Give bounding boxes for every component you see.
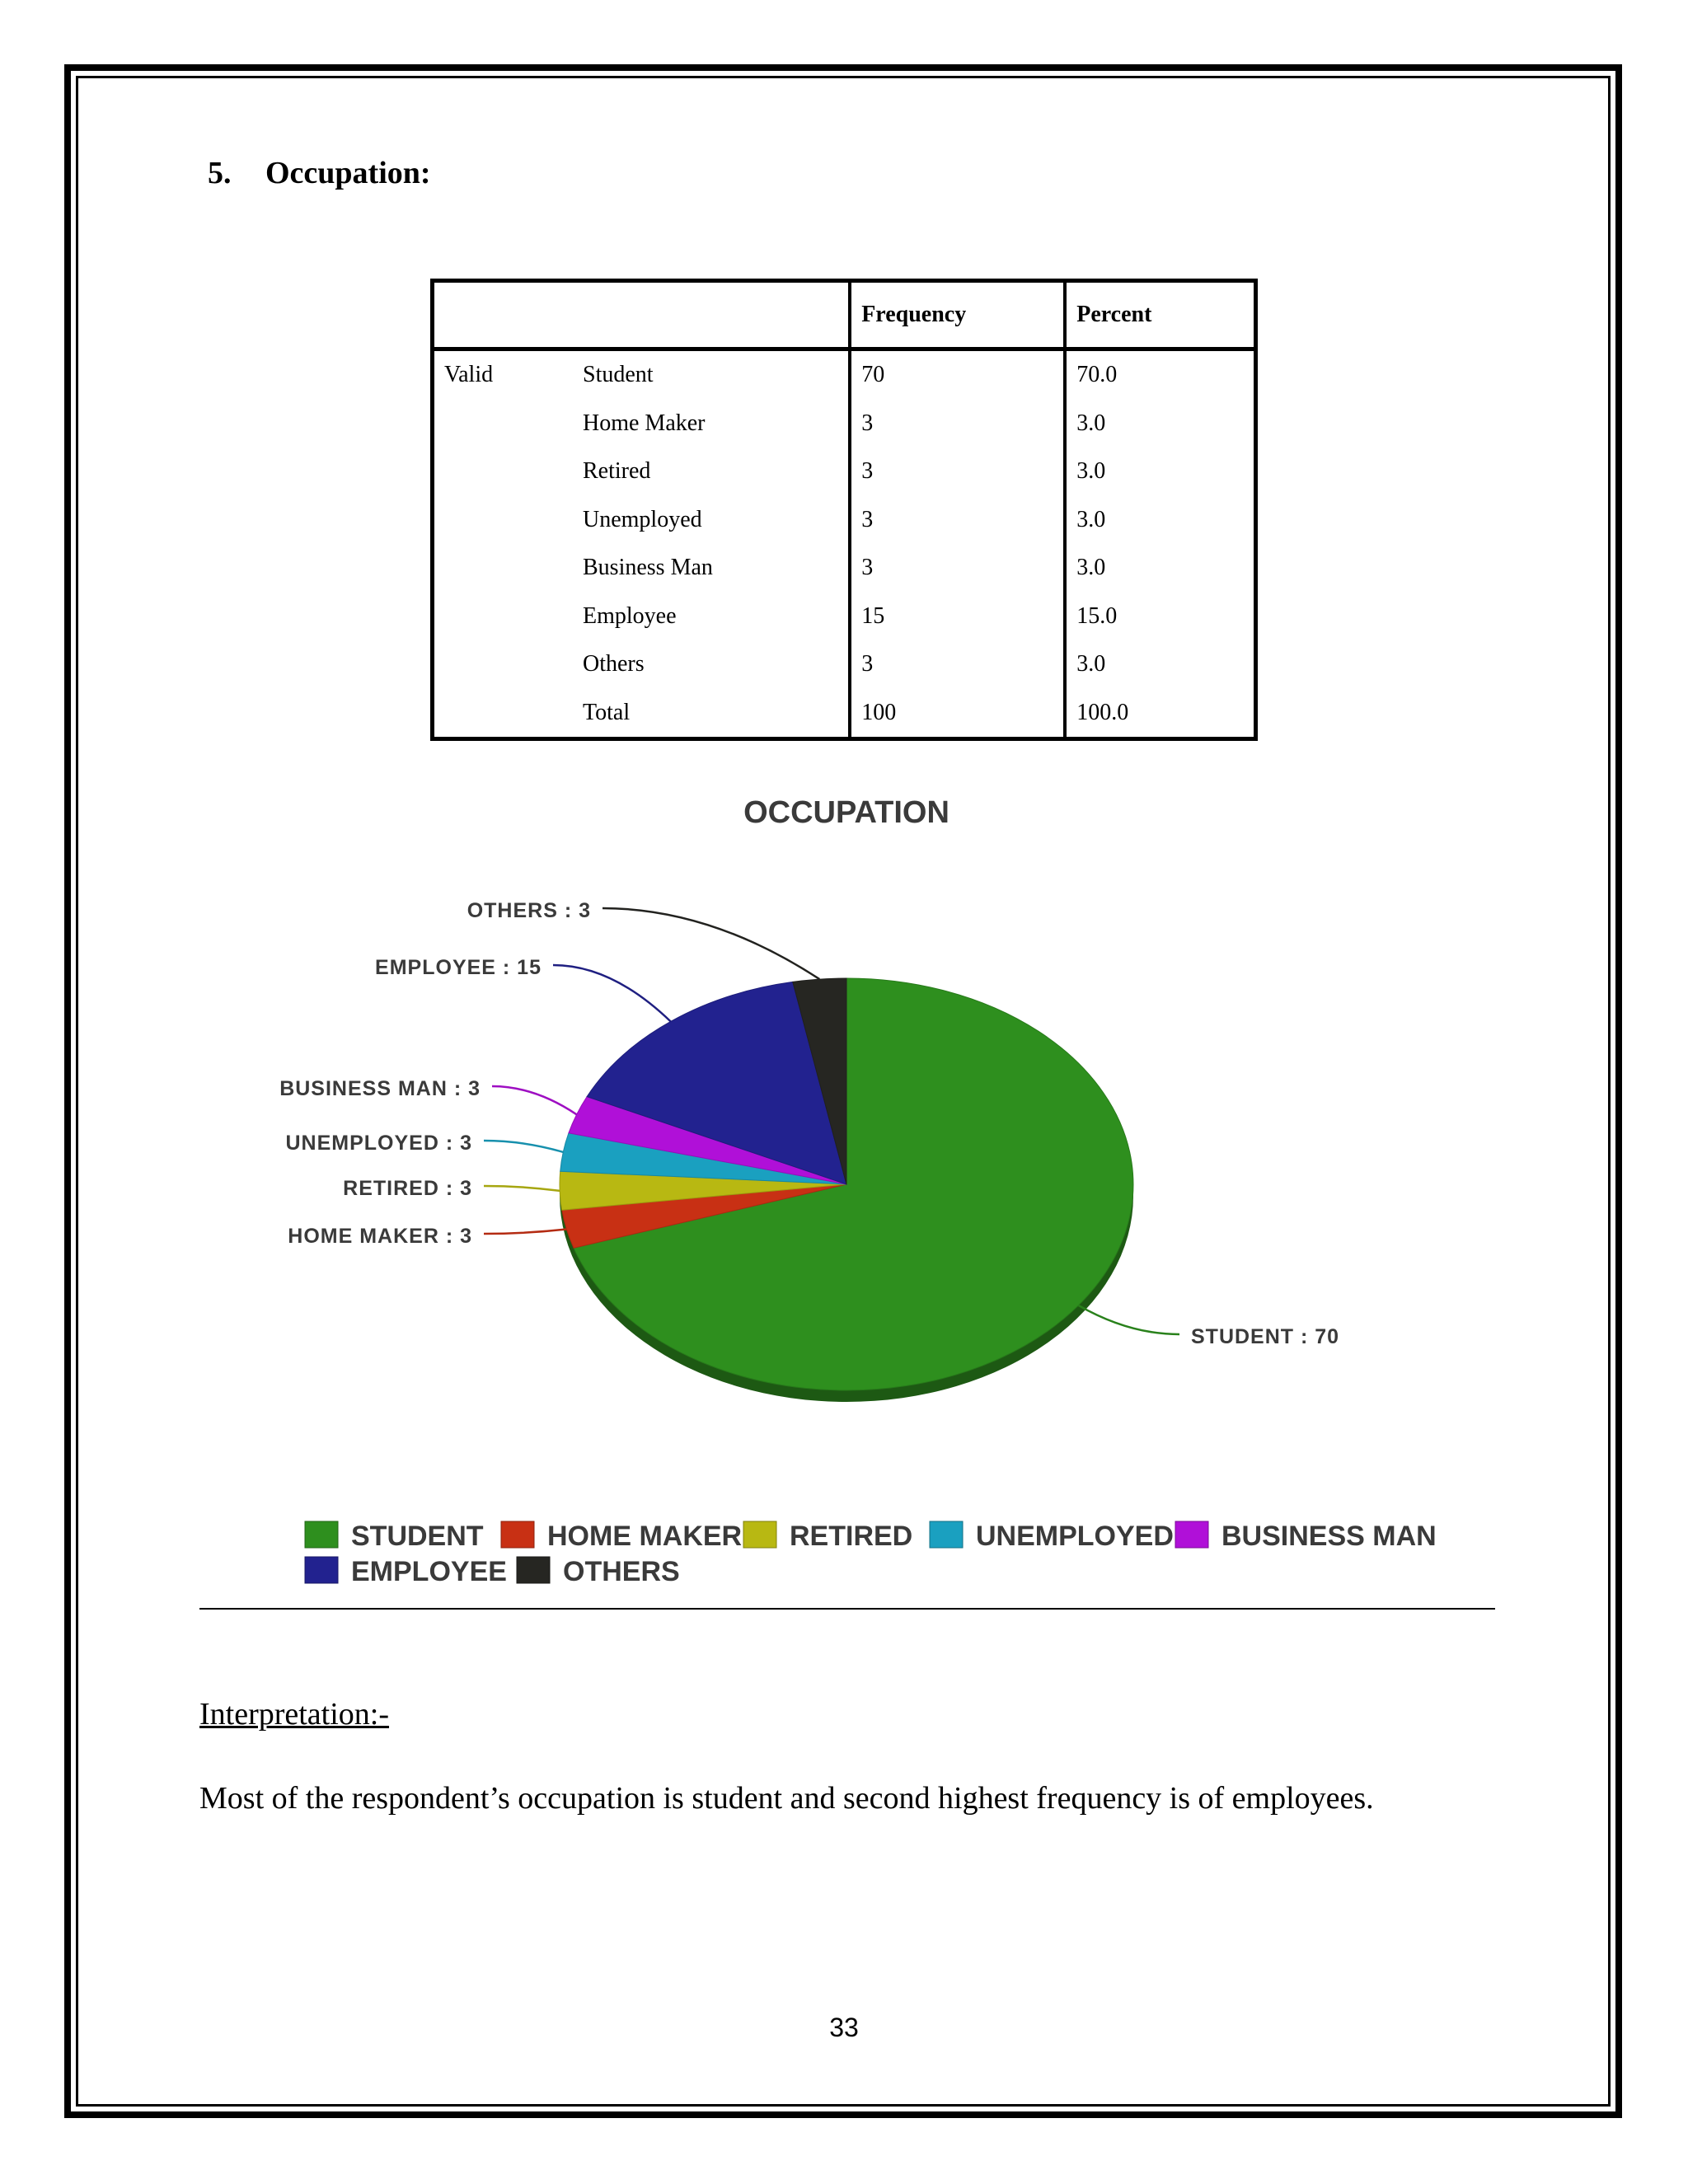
data-label-others: OTHERS : 3 — [467, 899, 591, 922]
table-cell-label: Business Man — [583, 555, 713, 581]
table-cell-percent: 70.0 — [1065, 349, 1255, 400]
page-number: 33 — [829, 2013, 859, 2042]
leader-line-others — [603, 908, 819, 979]
legend-label-others: OTHERS — [563, 1556, 680, 1587]
legend-swatch-unemployed — [930, 1521, 963, 1548]
data-label-business-man: BUSINESS MAN : 3 — [279, 1077, 481, 1100]
legend-label-business-man: BUSINESS MAN — [1221, 1521, 1437, 1552]
table-cell-frequency: 3 — [850, 640, 1065, 689]
table-cell-percent: 3.0 — [1065, 448, 1255, 496]
legend-swatch-business-man — [1175, 1521, 1208, 1548]
table-cell-label: Home Maker — [583, 410, 706, 436]
legend-swatch-employee — [305, 1557, 338, 1583]
interpretation-title: Interpretation:- — [199, 1697, 390, 1732]
table-cell-percent: 3.0 — [1065, 640, 1255, 689]
section-number: 5. — [208, 156, 232, 190]
table-cell-frequency: 70 — [850, 349, 1065, 400]
table-cell-label: Unemployed — [583, 506, 702, 532]
table-cell-frequency: 3 — [850, 448, 1065, 496]
table-cell-frequency: 100 — [850, 689, 1065, 739]
data-label-retired: RETIRED : 3 — [343, 1177, 472, 1200]
section-divider — [199, 1608, 1495, 1610]
leader-line-retired — [484, 1186, 560, 1191]
table-cell-percent: 100.0 — [1065, 689, 1255, 739]
legend-label-retired: RETIRED — [790, 1521, 913, 1552]
table-cell-label: Others — [583, 651, 645, 677]
leader-line-student — [1079, 1305, 1180, 1334]
table-header-frequency: Frequency — [850, 281, 1065, 349]
legend-swatch-retired — [743, 1521, 776, 1548]
leader-line-unemployed — [484, 1141, 563, 1152]
table-cell-label: Employee — [583, 602, 677, 629]
data-label-student: STUDENT : 70 — [1191, 1325, 1340, 1348]
data-label-home-maker: HOME MAKER : 3 — [288, 1225, 472, 1248]
chart-title: OCCUPATION — [743, 795, 950, 830]
table-cell-frequency: 3 — [850, 400, 1065, 448]
legend-swatch-others — [517, 1557, 550, 1583]
legend-label-home-maker: HOME MAKER — [547, 1521, 743, 1552]
table-cell-percent: 3.0 — [1065, 496, 1255, 545]
legend-label-unemployed: UNEMPLOYED — [976, 1521, 1174, 1552]
table-cell-percent: 3.0 — [1065, 400, 1255, 448]
section-title: Occupation: — [265, 156, 431, 190]
data-label-employee: EMPLOYEE : 15 — [375, 956, 542, 979]
table-cell-frequency: 3 — [850, 496, 1065, 545]
leader-line-home-maker — [484, 1230, 566, 1235]
leader-line-employee — [553, 965, 671, 1022]
legend-swatch-home-maker — [501, 1521, 534, 1548]
table-cell-label: Student — [583, 362, 654, 388]
table-cell-label: Retired — [583, 458, 651, 485]
table-group-label: Valid — [444, 362, 494, 388]
legend-label-employee: EMPLOYEE — [351, 1556, 507, 1587]
data-label-unemployed: UNEMPLOYED : 3 — [285, 1132, 472, 1155]
interpretation-text: Most of the respondent’s occupation is student and second highest frequency is of employees. — [199, 1781, 1374, 1816]
table-cell-frequency: 3 — [850, 544, 1065, 593]
leader-line-business-man — [492, 1086, 577, 1114]
legend-label-student: STUDENT — [351, 1521, 484, 1552]
table-cell-label: Total — [583, 699, 631, 725]
legend-swatch-student — [305, 1521, 338, 1548]
table-cell-frequency: 15 — [850, 593, 1065, 641]
table-header-percent: Percent — [1065, 281, 1255, 349]
table-cell-percent: 3.0 — [1065, 544, 1255, 593]
table-cell-percent: 15.0 — [1065, 593, 1255, 641]
